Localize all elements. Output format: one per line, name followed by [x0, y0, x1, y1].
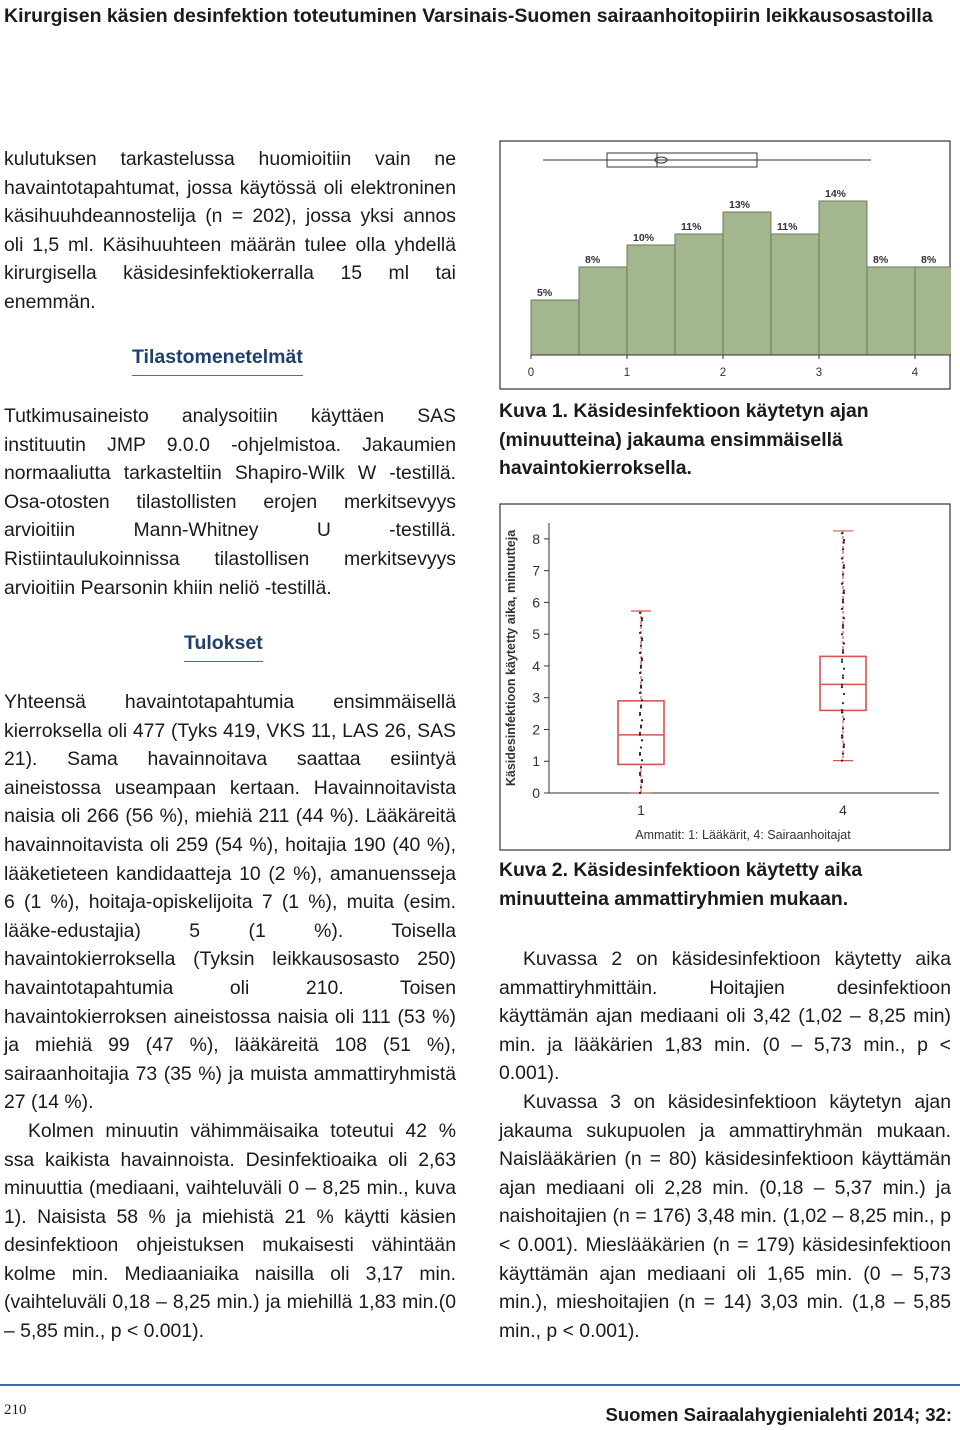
boxplot-data-point [842, 626, 844, 628]
histogram-bar-label: 10% [633, 232, 655, 244]
boxplot-data-point [639, 612, 641, 614]
boxplot-data-point [640, 726, 642, 728]
intro-text: kulutuksen tarkastelussa huomioitiin vain ne havaintotapahtumat, jossa käytössä oli elektroninen käsihuuhdeannostelija (n = 202), jossa yksi annos oli 1,5 ml. Käsihuuhteen määrän tulee olla yhdellä kirurgisella käsidesinfektiokerralla 15 ml tai enemmän. [4, 148, 456, 313]
page-header-title: Kirurgisen käsien desinfektion toteutuminen Varsinais-Suomen sairaanhoitopiirin leikkausosastoilla [4, 5, 933, 27]
boxplot-data-point [641, 739, 643, 741]
histogram-bar-label: 14% [825, 188, 847, 200]
boxplot-data-point [841, 734, 843, 736]
boxplot-x-axis-label: Ammatit: 1: Lääkärit, 4: Sairaanhoitajat [635, 828, 851, 842]
boxplot-data-point [842, 548, 844, 550]
boxplot-data-point [842, 727, 844, 729]
boxplot-data-point [842, 753, 844, 755]
results-section [4, 688, 456, 1346]
boxplot-data-point [842, 675, 844, 677]
methods-text: Tutkimusaineisto analysoitiin käyttäen SAS instituutin JMP 9.0.0 -ohjelmistoa. Jakaumien normaaliutta tarkasteltiin Shapiro-Wilk W -testillä. Osa-otosten tilastollisten erojen merkitsevyys arvioitiin Mann-Whitney U -testillä. Ristiintaulukoinnissa tilastollisen merkitsevyys arvioitiin Pearsonin khiin neliö -testillä. [4, 405, 456, 599]
page-number: 210 [4, 1402, 27, 1418]
boxplot-data-point [640, 624, 642, 626]
boxplot-data-point [639, 774, 641, 776]
right-text-section [499, 945, 951, 1345]
histogram-bar [627, 245, 675, 355]
boxplot-data-point [843, 668, 845, 670]
boxplot-data-point [843, 541, 845, 543]
boxplot-data-point [641, 759, 643, 761]
histogram-tick-label: 2 [719, 367, 727, 379]
boxplot-data-point [841, 583, 843, 585]
boxplot-data-point [640, 706, 642, 708]
boxplot-data-point [640, 766, 642, 768]
boxplot-category-label: 1 [637, 802, 645, 818]
boxplot-data-point [639, 734, 641, 736]
boxplot-data-point [639, 714, 641, 716]
boxplot-data-point [842, 652, 844, 654]
boxplot-data-point [640, 786, 642, 788]
histogram-bar-label: 8% [585, 254, 601, 266]
boxplot-data-point [842, 624, 844, 626]
boxplot-data-point [841, 557, 843, 559]
boxplot-y-tick-label: 3 [532, 689, 540, 706]
boxplot-data-point [843, 718, 845, 720]
boxplot-data-point [639, 672, 641, 674]
boxplot-data-point [841, 711, 843, 713]
boxplot-y-axis-label: Käsidesinfektioon käytetty aika, minuutteja [504, 529, 518, 787]
results-paragraph-1: Yhteensä havaintotapahtumia ensimmäisellä kierroksella oli 477 (Tyks 419, VKS 11, LAS 26, SAS 21). Sama havainnoitava saattaa esiintyä aineistossa useampaan kertaan. Havainnoitavista naisia oli 266 (56 %), miehiä 211 (44 %). Lääkäreitä havainnoitavista oli 259 (54 %), hoitajia 190 (40 %), lääketieteen kandidaatteja 10 (2 %), amanuensseja 6 (1 %), hoitaja-opiskelijoita 7 (1 %), muita (esim. lääke-edustajia) 5 (1 %). Toisella havaintokierroksella (Tyksin leikkausosasto 250) havaintotapahtumia oli 210. Toisen havaintokierroksen aineistossa naisia oli 111 (53 %) ja miehiä 99 (47 %), lääkäreitä 108 (51 %), sairaanhoitajia 73 (35 %) ja muista ammattiryhmistä 27 (14 %). [4, 691, 456, 1114]
boxplot-data-point [843, 539, 845, 541]
methods-heading: Tilastomenetelmät [132, 346, 303, 376]
boxplot-y-tick-label: 6 [532, 594, 540, 611]
boxplot-data-point [841, 686, 843, 688]
boxplot-y-tick-label: 4 [532, 657, 540, 674]
journal-citation: Suomen Sairaalahygienialehti 2014; 32: [605, 1404, 952, 1425]
boxplot-data-point [843, 564, 845, 566]
boxplot-data-point [841, 658, 843, 660]
histogram-bar-label: 8% [921, 254, 937, 266]
boxplot-frame [500, 504, 950, 850]
boxplot-category-label: 4 [839, 802, 847, 818]
boxplot-y-tick-label: 1 [532, 753, 540, 770]
histogram-bar-label: 11% [777, 221, 798, 233]
boxplot-data-point [841, 633, 843, 635]
intro-paragraph [4, 145, 456, 317]
results-heading: Tulokset [184, 632, 263, 662]
boxplot-chart [499, 503, 951, 851]
histogram-tick-label: 3 [815, 367, 823, 379]
histogram-bar [867, 267, 915, 355]
histogram-bar [915, 267, 951, 355]
results-paragraph-2: Kolmen minuutin vähimmäisaika toteutui 42 % ssa kaikista havainnoista. Desinfektioaika oli 2,63 minuuttia (mediaani, vaihteluväli 0 – 8,25 min., kuva 1). Naisista 58 % ja miehistä 21 % käytti käsien desinfektioon ohjeistuksen mukaisesti vähintään kolme min. Mediaaniaika naisilla oli 3,17 min. (vaihteluväli 0,18 – 8,25 min.) ja miehillä 1,83 min.(0 – 5,85 min., p < 0.001). [4, 1119, 456, 1343]
boxplot-y-tick-label: 5 [532, 626, 540, 643]
boxplot-data-point [843, 743, 845, 745]
figure-1-caption: Kuva 1. Käsidesinfektioon käytetyn ajan (minuutteina) jakauma ensimmäisellä havaintokierroksella. [499, 400, 869, 480]
boxplot-data-point [841, 532, 843, 534]
histogram-bar [579, 267, 627, 355]
right-paragraph-2: Kuvassa 3 on käsidesinfektioon käytetyn ajan jakauma sukupuolen ja ammattiryhmän mukaan. Naislääkärien (n = 80) käsidesinfektioon käyttämän ajan mediaani oli 2,28 min. (0,18 – 5,37 min.) ja naishoitajien (n = 176) 3,48 min. (1,02 – 8,25 min., p < 0.001). Mieslääkärien (n = 179) käsidesinfektioon käyttämän ajan mediaani oli 1,65 min. (0 – 5,73 min.), mieshoitajien (n = 14) 3,03 min. (1,8 – 5,85 min., p < 0.001). [499, 1090, 951, 1342]
boxplot-data-point [641, 619, 643, 621]
boxplot-data-point [841, 608, 843, 610]
boxplot-data-point [842, 677, 844, 679]
boxplot-data-point [841, 760, 843, 762]
boxplot-y-tick-label: 8 [532, 530, 540, 547]
boxplot-data-point [842, 649, 844, 651]
boxplot-y-tick-label: 0 [532, 785, 540, 801]
right-paragraph-1: Kuvassa 2 on käsidesinfektioon käytetty aika ammattiryhmittäin. Hoitajien desinfektioon käyttämän ajan mediaani oli 3,42 (1,02 – 8,25 min) min. ja lääkärien 1,83 min. (0 – 5,73 min., p < 0.001). [499, 948, 951, 1085]
boxplot-data-point [843, 642, 845, 644]
boxplot-data-point [842, 599, 844, 601]
boxplot-data-point [843, 590, 845, 592]
boxplot-data-point [639, 792, 641, 794]
histogram-bar [531, 300, 579, 355]
boxplot-data-point [639, 692, 641, 694]
boxplot-data-point [641, 659, 643, 661]
boxplot-data-point [640, 686, 642, 688]
histogram-bar [819, 201, 867, 355]
boxplot-data-point [843, 592, 845, 594]
methods-paragraph [4, 402, 456, 602]
boxplot-data-point [841, 684, 843, 686]
boxplot-data-point [843, 567, 845, 569]
boxplot-y-tick-label: 2 [532, 721, 540, 738]
boxplot-data-point [842, 601, 844, 603]
histogram-tick-label: 1 [623, 367, 631, 379]
boxplot-data-point [640, 644, 642, 646]
boxplot-data-point [641, 781, 643, 783]
boxplot-data-point [639, 652, 641, 654]
histogram-bar [723, 212, 771, 355]
boxplot-data-point [640, 746, 642, 748]
histogram-tick-label: 0 [527, 367, 535, 379]
figure-1-histogram [499, 140, 951, 390]
boxplot-data-point [641, 679, 643, 681]
boxplot-data-point [843, 693, 845, 695]
histogram-chart [499, 140, 951, 390]
histogram-tick-label: 4 [911, 367, 919, 379]
boxplot-y-tick-label: 7 [532, 562, 540, 579]
histogram-bar-label: 11% [681, 221, 702, 233]
histogram-bar [771, 234, 819, 355]
boxplot-data-point [842, 573, 844, 575]
boxplot-data-point [841, 709, 843, 711]
boxplot-data-point [841, 661, 843, 663]
footer-rule [0, 1384, 960, 1386]
boxplot-data-point [842, 702, 844, 704]
histogram-bar-label: 13% [729, 199, 751, 211]
histogram-bar-label: 8% [873, 254, 889, 266]
boxplot-data-point [843, 746, 845, 748]
figure-2-caption: Kuva 2. Käsidesinfektioon käytetty aika minuutteina ammattiryhmien mukaan. [499, 859, 863, 910]
boxplot-data-point [641, 699, 643, 701]
figure-2-boxplot [499, 503, 951, 851]
boxplot-data-point [641, 719, 643, 721]
boxplot-data-point [639, 632, 641, 634]
boxplot-data-point [841, 737, 843, 739]
boxplot-data-point [843, 617, 845, 619]
histogram-bar [675, 234, 723, 355]
histogram-bar-label: 5% [537, 287, 553, 299]
boxplot-data-point [641, 639, 643, 641]
boxplot-data-point [639, 754, 641, 756]
boxplot-data-point [640, 666, 642, 668]
